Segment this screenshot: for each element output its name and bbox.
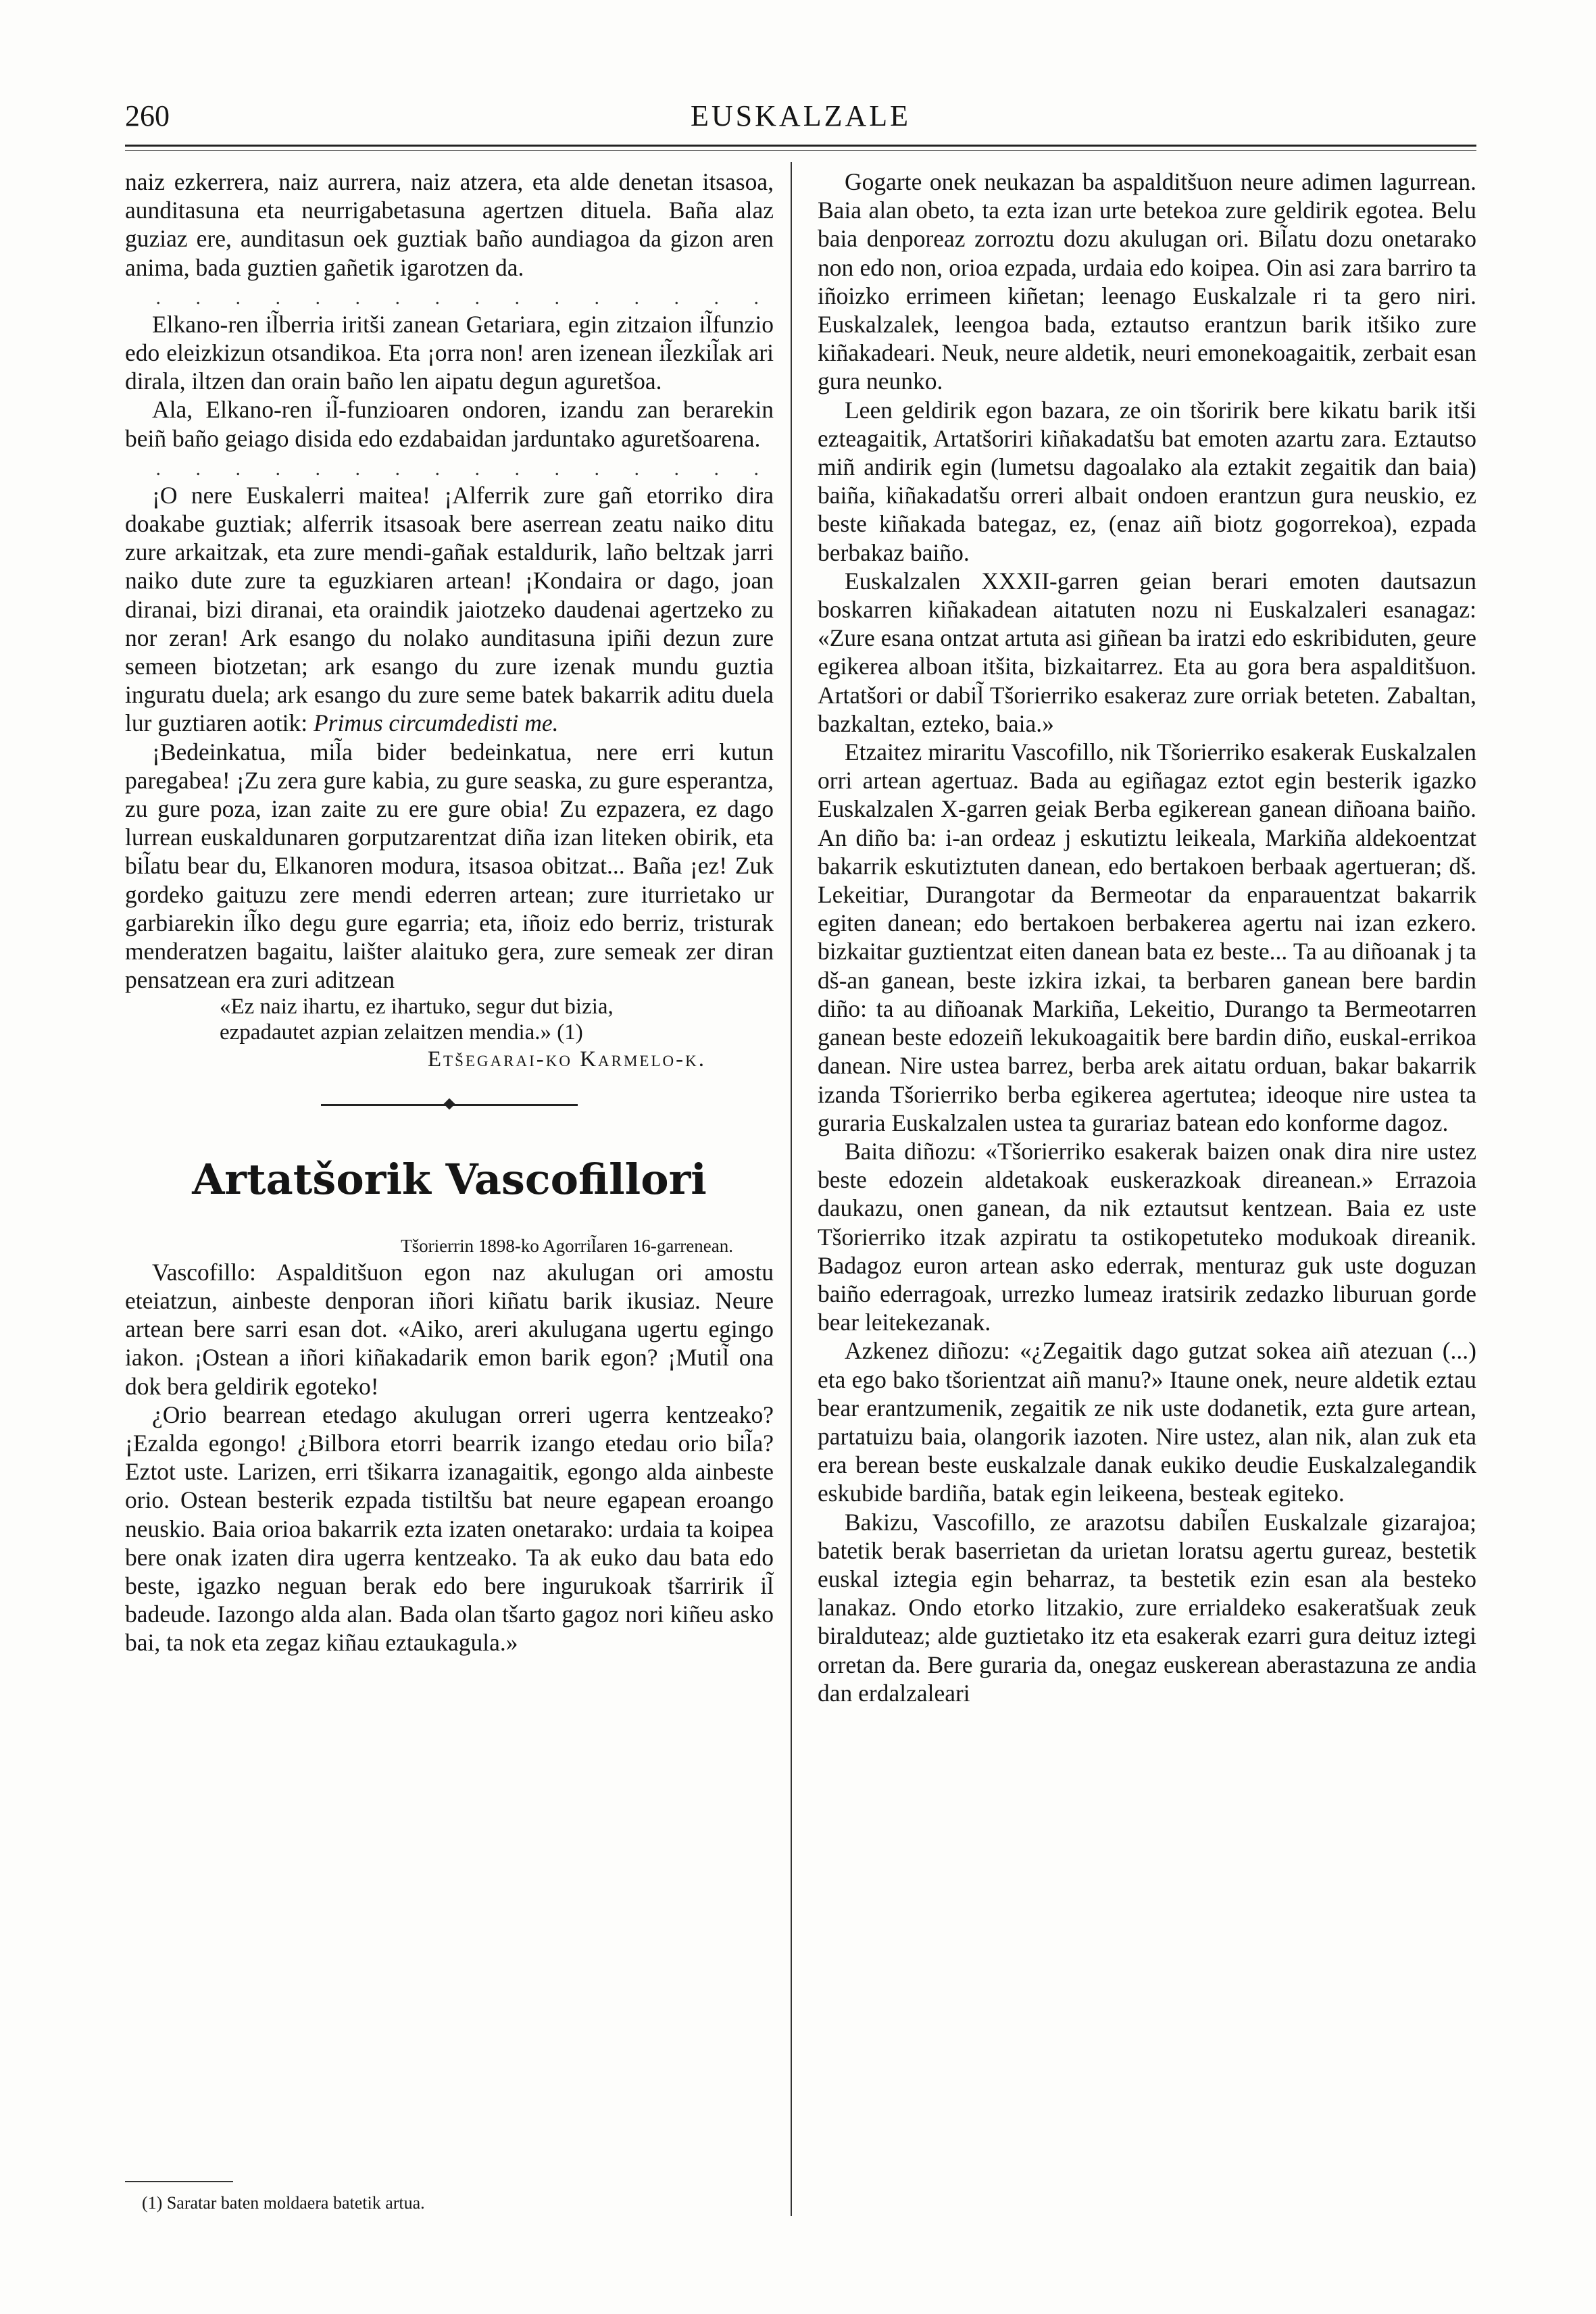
paragraph: Vascofillo: Aspalditšuon egon naz akulugan ori amostu eteiatzun, ainbeste denporan iñori kiñatu barik ikusiaz. Neure artean bere sarri esan dot. «Aiko, areri akulugana ugertu egingo iakon. ¡Ostean a iñori kiñakadarik emon barik egon? ¡Mutil̃ ona dok bera geldirik egoteko! xyxy=(125,1258,774,1400)
section-divider xyxy=(125,1074,774,1135)
paragraph: Gogarte onek neukazan ba aspalditšuon neure adimen lagurrean. Baia alan obeto, ta ezta izan urte betekoa zure geldirik egotea. Belu baia denporeaz zorroztu dozu akulugan ori. Bil̃atu dozu onetarako non edo non, orioa ezpada, urdaia edo koipea. Oin asi zara barriro ta iñoizko errimeen kiñetan; leenago Euskalzale ri ta gero niri. Euskalzalek, leengoa bada, eztautso erantzun barik itšiko zure kiñakadeari. Neuk, neure aldetik, neuri emonekoagaitik, zerbait esan gura neunko. xyxy=(818,168,1476,395)
right-column xyxy=(818,168,1476,1707)
divider-ornament xyxy=(444,1098,455,1109)
ellipsis-divider: . . . . . . . . . . . . . . . . xyxy=(155,457,774,480)
left-column xyxy=(125,168,774,1657)
dateline: Tšorierrin 1898-ko Agorril̃aren 16-garrenean. xyxy=(401,1235,733,1256)
ellipsis-divider: . . . . . . . . . . . . . . . . xyxy=(155,286,774,309)
column-divider xyxy=(791,162,792,2216)
footnote-rule xyxy=(125,2181,233,2182)
paragraph xyxy=(125,481,774,738)
verse-quote xyxy=(125,994,774,1045)
paragraph: Etzaitez miraritu Vascofillo, nik Tšorierriko esakerak Euskalzalen orri artean agertuaz. Bada au egiñagaz eztot egin besterik igazko Euskalzalen X-garren geiak Berba egikerean ganean diñoana baiño. An diño ba: i-an ordeaz j eskutiztu leikeala, Markiña aldekoentzat bakarrik eskutiztuten danean, edo bertakoen berbaak agertueran; dš. Lekeitiar, Durangotar da Bermeotar da enparauentzat bakarrik egiten danean; edo bertakoen berbakerea agertu nai izan ezkero. bizkaitar guztientzat eiten danean bata ez beste... Ta au diñoanak j ta dš-an ganean, beste izkira izkai, ta berbaren ganean bere bardin diño: ta au diñoanak Markiña, Lekeitio, Durango ta Bermeotarren ganean beste edozeiñ lekukoagaitik bere bardin diño, euskal-errikoa danean. Nire ustea barrez, berba arek aitatu orduan, bakar bakarrik izanda Tšorierriko berba egikerea agertutea; ideoque nire ustea ta guraria Euskalzalen ustea ta gurariaz batean edo konforme dagoz. xyxy=(818,738,1476,1136)
paragraph: Baita diñozu: «Tšorierriko esakerak baizen onak dira nire ustez beste edozein aldetakoak euskerazkoak direanean.» Errazoia daukazu, onen ganean, da nik eztautsut kentzean. Baia ez uste Tšorierriko itzak azpiratu ta ostikopetuteko modukoak direanik. Badagoz euron artean asko ederrak, menturaz guk uste doguzan baiño ederragoak, urrezko lumeaz iratsirik zedazko liburuan gorde bear leitekezanak. xyxy=(818,1137,1476,1336)
paragraph: ¡Bedeinkatua, mil̃a bider bedeinkatua, nere erri kutun paregabea! ¡Zu zera gure kabia, zu gure seaska, zu gure esperantza, zu gure poza, izan zaite zu ere gure obia! Zu ezpazera, ez dago lurrean euskaldunaren gorputzarentzat diña izan liteken obirik, eta bil̃atu bear du, Elkanoren modura, itsasoa obitzat... Baña ¡ez! Zuk gordeko gaituzu zere mendi ederren artean; zure iturrietako ur garbiarekin il̃ko degu gure egarria; eta, iñoiz edo berriz, tristurak menderatzen bagaitu, laišter alaituko gera, zure semeak zer diran pensatzean era zuri aditzean xyxy=(125,738,774,994)
page-number: 260 xyxy=(125,99,170,132)
verse-line: ezpadautet azpian zelaitzen mendia.» (1) xyxy=(220,1020,583,1045)
footnote: (1) Saratar baten moldaera batetik artua. xyxy=(142,2193,425,2213)
journal-title: EUSKALZALE xyxy=(691,99,911,132)
paragraph: Leen geldirik egon bazara, ze oin tšoririk bere kikatu barik itši ezteagaitik, Artatšoriri kiñakadatšu bat emoten azartu zara. Eztautso miñ andirik egin (lumetsu dagoalako ala eztakit zegaitik dan baia) baiña, kiñakadatšu orreri albait ondoen erantzun gura neuskio, ez beste kiñakada bategaz, ez, (enaz aiñ biotz gogorrekoa), ezpada berbakaz baiño. xyxy=(818,396,1476,566)
header-rule xyxy=(125,145,1476,147)
paragraph-text: ¡O nere Euskalerri maitea! ¡Alferrik zure gañ etorriko dira doakabe guztiak; alferrik itsasoak bere aserrean zeatu naiko ditu zure arkaitzak, eta zure mendi-gañak estaldurik, laño beltzak jarri naiko dute zure ta eguzkiaren artean! ¡Kondaira or dago, joan diranai, bizi diranai, eta oraindik jaiotzeko daudenai agertzeko zu nor zeran! Ark esango du nolako aunditasuna ipiñi dezun zure semeen biotzetan; ark esango du zure izenak mundu guztia inguratu duela; ark esango du zure seme batek bakarrik aditu duela lur guztiaren aotik: xyxy=(125,481,774,737)
paragraph: Bakizu, Vascofillo, ze arazotsu dabil̃en Euskalzale gizarajoa; batetik berak baserrietan da urietan loratsu agertu gureaz, bestetik euskal iztegia egin beharraz, ta bestetik ezin esan ala besteko lanakaz. Ondo etorko litzakio, zure errialdeko esakeratšuak zeuk biralduteaz; alde guztietako itz eta esakerak ezarri gura deituz iztegi orretan da. Bere guraria da, onegaz euskerean aberastazuna ze andia dan erdalzaleari xyxy=(818,1508,1476,1707)
paragraph: Ala, Elkano-ren il̃-funzioaren ondoren, izandu zan berarekin beiñ baño geiago disida edo ezdabaidan jarduntako aguretšoarena. xyxy=(125,396,774,452)
paragraph: Euskalzalen XXXII-garren geian berari emoten dautsazun boskarren kiñakadean aitatuten nozu ni Euskalzaleri esanagaz: «Zure esana ontzat artuta asi giñean ba iratzi edo eskribiduten, geure egikerea alboan itšita, bizkaitarrez. Eta au gora bera aspalditšuon. Artatšori or dabil̃ Tšorierriko esakeraz zure orriak beteten. Zabaltan, bazkaltan, ezteko, baia.» xyxy=(818,567,1476,737)
paragraph: Azkenez diñozu: «¿Zegaitik dago gutzat sokea aiñ atezuan (...) eta ego bako tšorientzat aiñ manu?» Itaune onek, neure aldetik eztau bear erantzumenik, zegaitik ze nik uste dodanetik, ezta gure artean, partatuizu baia, olangorik iazoten. Nire ustez, alan nik, alan zuk eta era berean beste euskalzale danak eukiko deudie Euskalzalegandik eskubide bardiña, batak egin leikeena, besteak egiteko. xyxy=(818,1337,1476,1507)
header-rule-thin xyxy=(125,150,1476,151)
paragraph: naiz ezkerrera, naiz aurrera, naiz atzera, eta alde denetan itsasoa, aunditasuna eta neurrigabetasuna agertzen dituela. Baña alaz guziaz ere, aunditasun oek guztiak baño aundiagoa da gizon aren anima, bada guztien gañetik igarotzen da. xyxy=(125,168,774,281)
verse-line: «Ez naiz ihartu, ez ihartuko, segur dut bizia, xyxy=(220,995,614,1020)
page-header xyxy=(125,95,1476,142)
paragraph: ¿Orio bearrean etedago akulugan orreri ugerra kentzeako? ¡Ezalda egongo! ¿Bilbora etorri bearrik izango etedau orio bil̃a? Eztot uste. Larizen, erri tšikarra izanagaitik, egongo alda ainbeste orio. Ostean besterik ezpada tistiltšu bat neure egapean eroango neuskio. Baia orioa bakarrik ezta izaten onetarako: urdaia ta koipea bere onak izaten dira ugerra kentzeako. Ta ak euko dau bata edo beste, igazko neguan berak edo bere ingurukoak tšarririk il̃ badeude. Iazongo alda alan. Bada olan tšarto gagoz nori kiñeu asko bai, ta nok eta zegaz kiñau eztaukagula.» xyxy=(125,1401,774,1657)
latin-quote: Primus circumdedisti me. xyxy=(313,709,559,737)
article-title: Artatšorik Vascofillori xyxy=(192,1154,707,1204)
paragraph: Elkano-ren il̃berria iritši zanean Getariara, egin zitzaion il̃funzio edo eleizkizun otsandikoa. Eta ¡orra non! aren izenean il̃ezkil̃ak ari dirala, iltzen dan orain baño len aipatu degun aguretšoa. xyxy=(125,310,774,395)
author-signature: Etšegarai-ko Karmelo-k. xyxy=(427,1047,706,1072)
